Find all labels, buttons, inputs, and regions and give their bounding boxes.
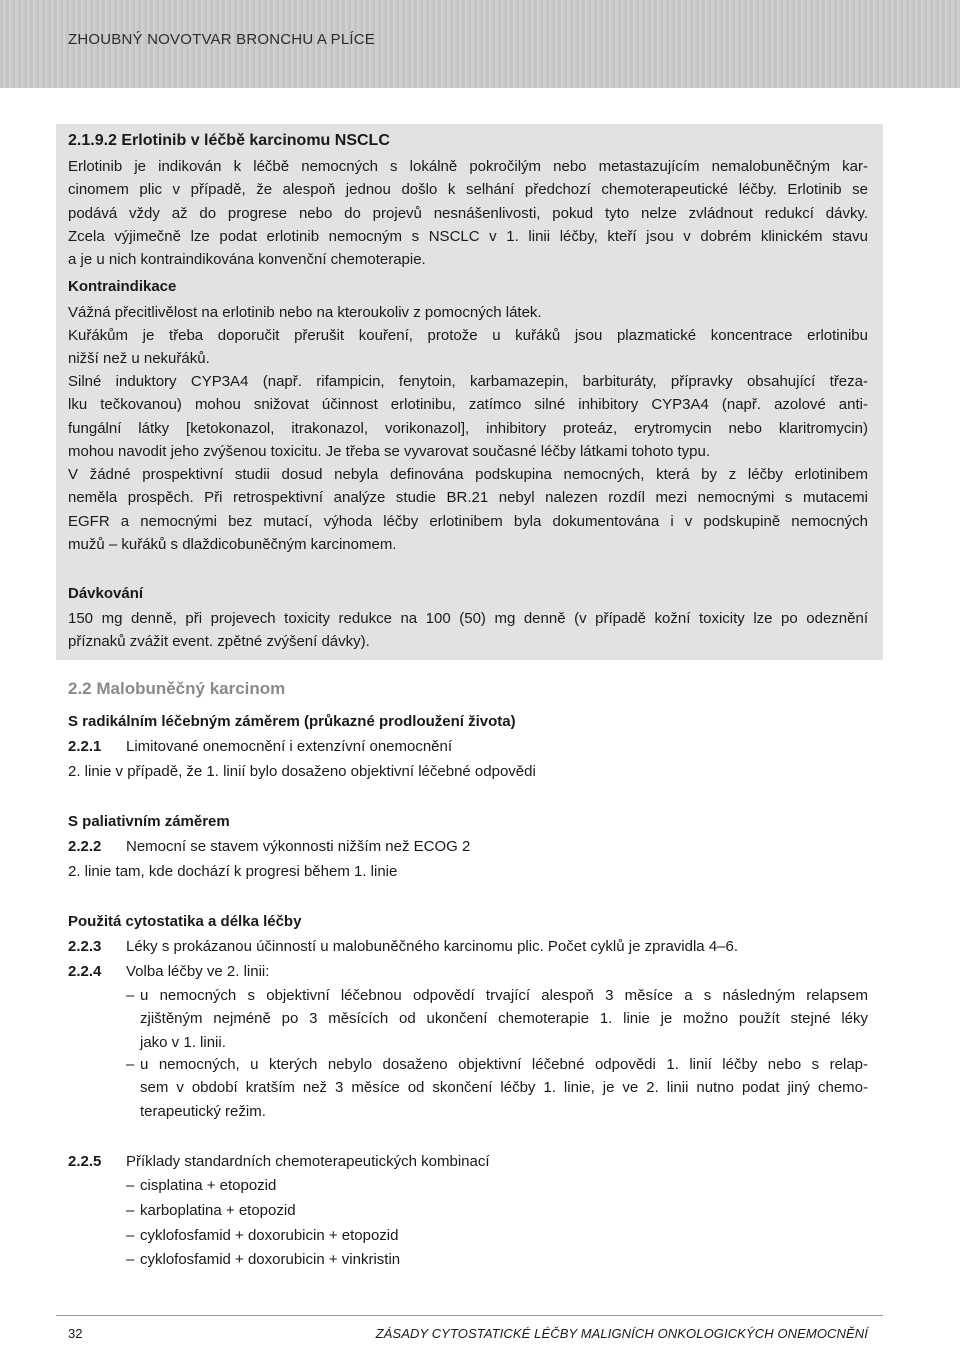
- text-line: nižší než u nekuřáků.: [68, 350, 210, 368]
- study-paragraph: [68, 463, 868, 556]
- text-line: lku tečkovanou) mohou snižovat účinnost erlotinibu, zatímco silné inhibitory CYP3A4 (např. azolové anti-: [68, 396, 868, 414]
- item-225: [68, 1150, 490, 1173]
- box-para1: [68, 155, 868, 271]
- item-text: Volba léčby ve 2. linii:: [126, 963, 270, 980]
- bullet-line: – u nemocných s objektivní léčebnou odpovědí trvající alespoň 3 měsíce a s následným relapsem: [126, 984, 868, 1007]
- text-line: mohou navodit jeho zvýšenou toxicitu. Je třeba se vyvarovat současné léčby látkami tohoto typu.: [68, 442, 711, 460]
- page-number: 32: [68, 1326, 83, 1341]
- bullet-2: [126, 1053, 868, 1123]
- inducers-paragraph: [68, 370, 868, 463]
- bullet-line: – u nemocných, u kterých nebylo dosaženo objektivní léčebné odpovědi 1. linií léčby nebo s relap-: [126, 1053, 868, 1076]
- item-text: Limitované onemocnění i extenzívní onemocnění: [126, 738, 453, 755]
- text-line: podává vždy až do progrese nebo do projevů nesnášenlivosti, pokud tyto nelze zvládnout redukcí dávky.: [68, 204, 868, 222]
- palliative-heading: S paliativním záměrem: [68, 813, 230, 830]
- cytostatics-heading: Použitá cytostatika a délka léčby: [68, 913, 302, 930]
- dosing-paragraph: [68, 607, 868, 654]
- bullet-line: sem v období kratším než 3 měsíce od skončení léčby 1. linie, je ve 2. linii nutno podat jiný chemo-: [140, 1079, 868, 1097]
- list-item: – cyklofosfamid + doxorubicin + etopozid: [126, 1226, 399, 1244]
- text-line: V žádné prospektivní studii dosud nebyla definována podskupina nemocných, která by z léčby erlotinibem: [68, 466, 868, 483]
- combos-list: [126, 1174, 400, 1272]
- contraindications-text: Vážná přecitlivělost na erlotinib nebo na kteroukoliv z pomocných látek.: [68, 304, 542, 321]
- dosing-heading: Dávkování: [68, 585, 144, 602]
- item-text: Příklady standardních chemoterapeutických kombinací: [126, 1153, 490, 1170]
- section-title: 2.2 Malobuněčný karcinom: [68, 679, 286, 698]
- item-222: [68, 835, 470, 858]
- item-221: [68, 735, 452, 758]
- bullet-line: zjištěným nejméně po 3 měsících od ukončení chemoterapie 1. linie je možno použít stejné léky: [140, 1010, 868, 1028]
- dash: –: [126, 1056, 135, 1073]
- list-item: – karboplatina + etopozid: [126, 1201, 296, 1219]
- item-text: Léky s prokázanou účinností u malobuněčného karcinomu plic. Počet cyklů je zpravidla 4–6.: [126, 938, 739, 955]
- bullet-line: jako v 1. linii.: [140, 1033, 226, 1051]
- text-line: fungální látky [ketokonazol, itrakonazol, vorikonazol], inhibitory proteáz, erytromycin nebo klaritromycin): [68, 419, 868, 437]
- text-line: EGFR a nemocnými bez mutací, výhoda léčby erlotinibem byla dokumentována i v podskupině nemocných: [68, 512, 868, 530]
- text-line: a je u nich kontraindikována konvenční chemoterapie.: [68, 251, 426, 269]
- text-line: Erlotinib je indikován k léčbě nemocných s lokálně pokročilým nebo metastazujícím nemalobuněčným kar-: [68, 158, 868, 175]
- bullet-1: [126, 984, 868, 1054]
- item-number: 2.2.1: [68, 738, 102, 755]
- contraindications-heading: Kontraindikace: [68, 278, 177, 295]
- item-223: [68, 935, 738, 958]
- footer-divider: [56, 1315, 883, 1316]
- list-item: – cyklofosfamid + doxorubicin + vinkristin: [126, 1251, 401, 1269]
- smokers-paragraph: [68, 324, 868, 371]
- item-number: 2.2.4: [68, 963, 102, 980]
- text-line: Silné induktory CYP3A4 (např. rifampicin, fenytoin, karbamazepin, barbituráty, přípravky obsahující třeza-: [68, 373, 868, 390]
- text-line: Zcela výjimečně lze podat erlotinib nemocným s NSCLC v 1. linii léčby, kteří jsou v dobrém klinickém stavu: [68, 227, 868, 245]
- list-item: – cisplatina + etopozid: [126, 1177, 277, 1194]
- radical-heading: S radikálním léčebným záměrem (průkazné prodloužení života): [68, 713, 516, 730]
- text-line: Kuřákům je třeba doporučit přerušit kouření, protože u kuřáků jsou plazmatické koncentrace erlotinibu: [68, 327, 868, 344]
- header-title: ZHOUBNÝ NOVOTVAR BRONCHU A PLÍCE: [68, 31, 376, 48]
- text-line: příznaků zvážit event. zpětné zvýšení dávky).: [68, 633, 370, 651]
- item-224: [68, 960, 269, 983]
- text-line: mužů – kuřáků s dlaždicobuněčným karcinomem.: [68, 535, 397, 553]
- text-line: cinomem plic v případě, že alespoň jednou došlo k selhání předchozí chemoterapeutické léčby. Erlotinib se: [68, 181, 868, 199]
- item-number: 2.2.5: [68, 1153, 102, 1170]
- dash: –: [126, 987, 135, 1004]
- footer-title: ZÁSADY CYTOSTATICKÉ LÉČBY MALIGNÍCH ONKOLOGICKÝCH ONEMOCNĚNÍ: [375, 1326, 868, 1341]
- bullet-line: terapeutický režim.: [140, 1102, 266, 1120]
- item-222-line2: 2. linie tam, kde dochází k progresi během 1. linie: [68, 863, 398, 880]
- page-header: [0, 0, 960, 88]
- text-line: 150 mg denně, při projevech toxicity redukce na 100 (50) mg denně (v případě kožní toxicity lze po odeznění: [68, 610, 868, 627]
- item-number: 2.2.3: [68, 938, 102, 955]
- item-text: Nemocní se stavem výkonnosti nižším než ECOG 2: [126, 838, 471, 855]
- item-221-line2: 2. linie v případě, že 1. linií bylo dosaženo objektivní léčebné odpovědi: [68, 763, 536, 780]
- box-heading: 2.1.9.2 Erlotinib v léčbě karcinomu NSCLC: [68, 132, 390, 149]
- text-line: neměla prospěch. Při retrospektivní analýze studie BR.21 nebyl nalezen rozdíl mezi nemocnými s mutacemi: [68, 489, 868, 507]
- item-number: 2.2.2: [68, 838, 102, 855]
